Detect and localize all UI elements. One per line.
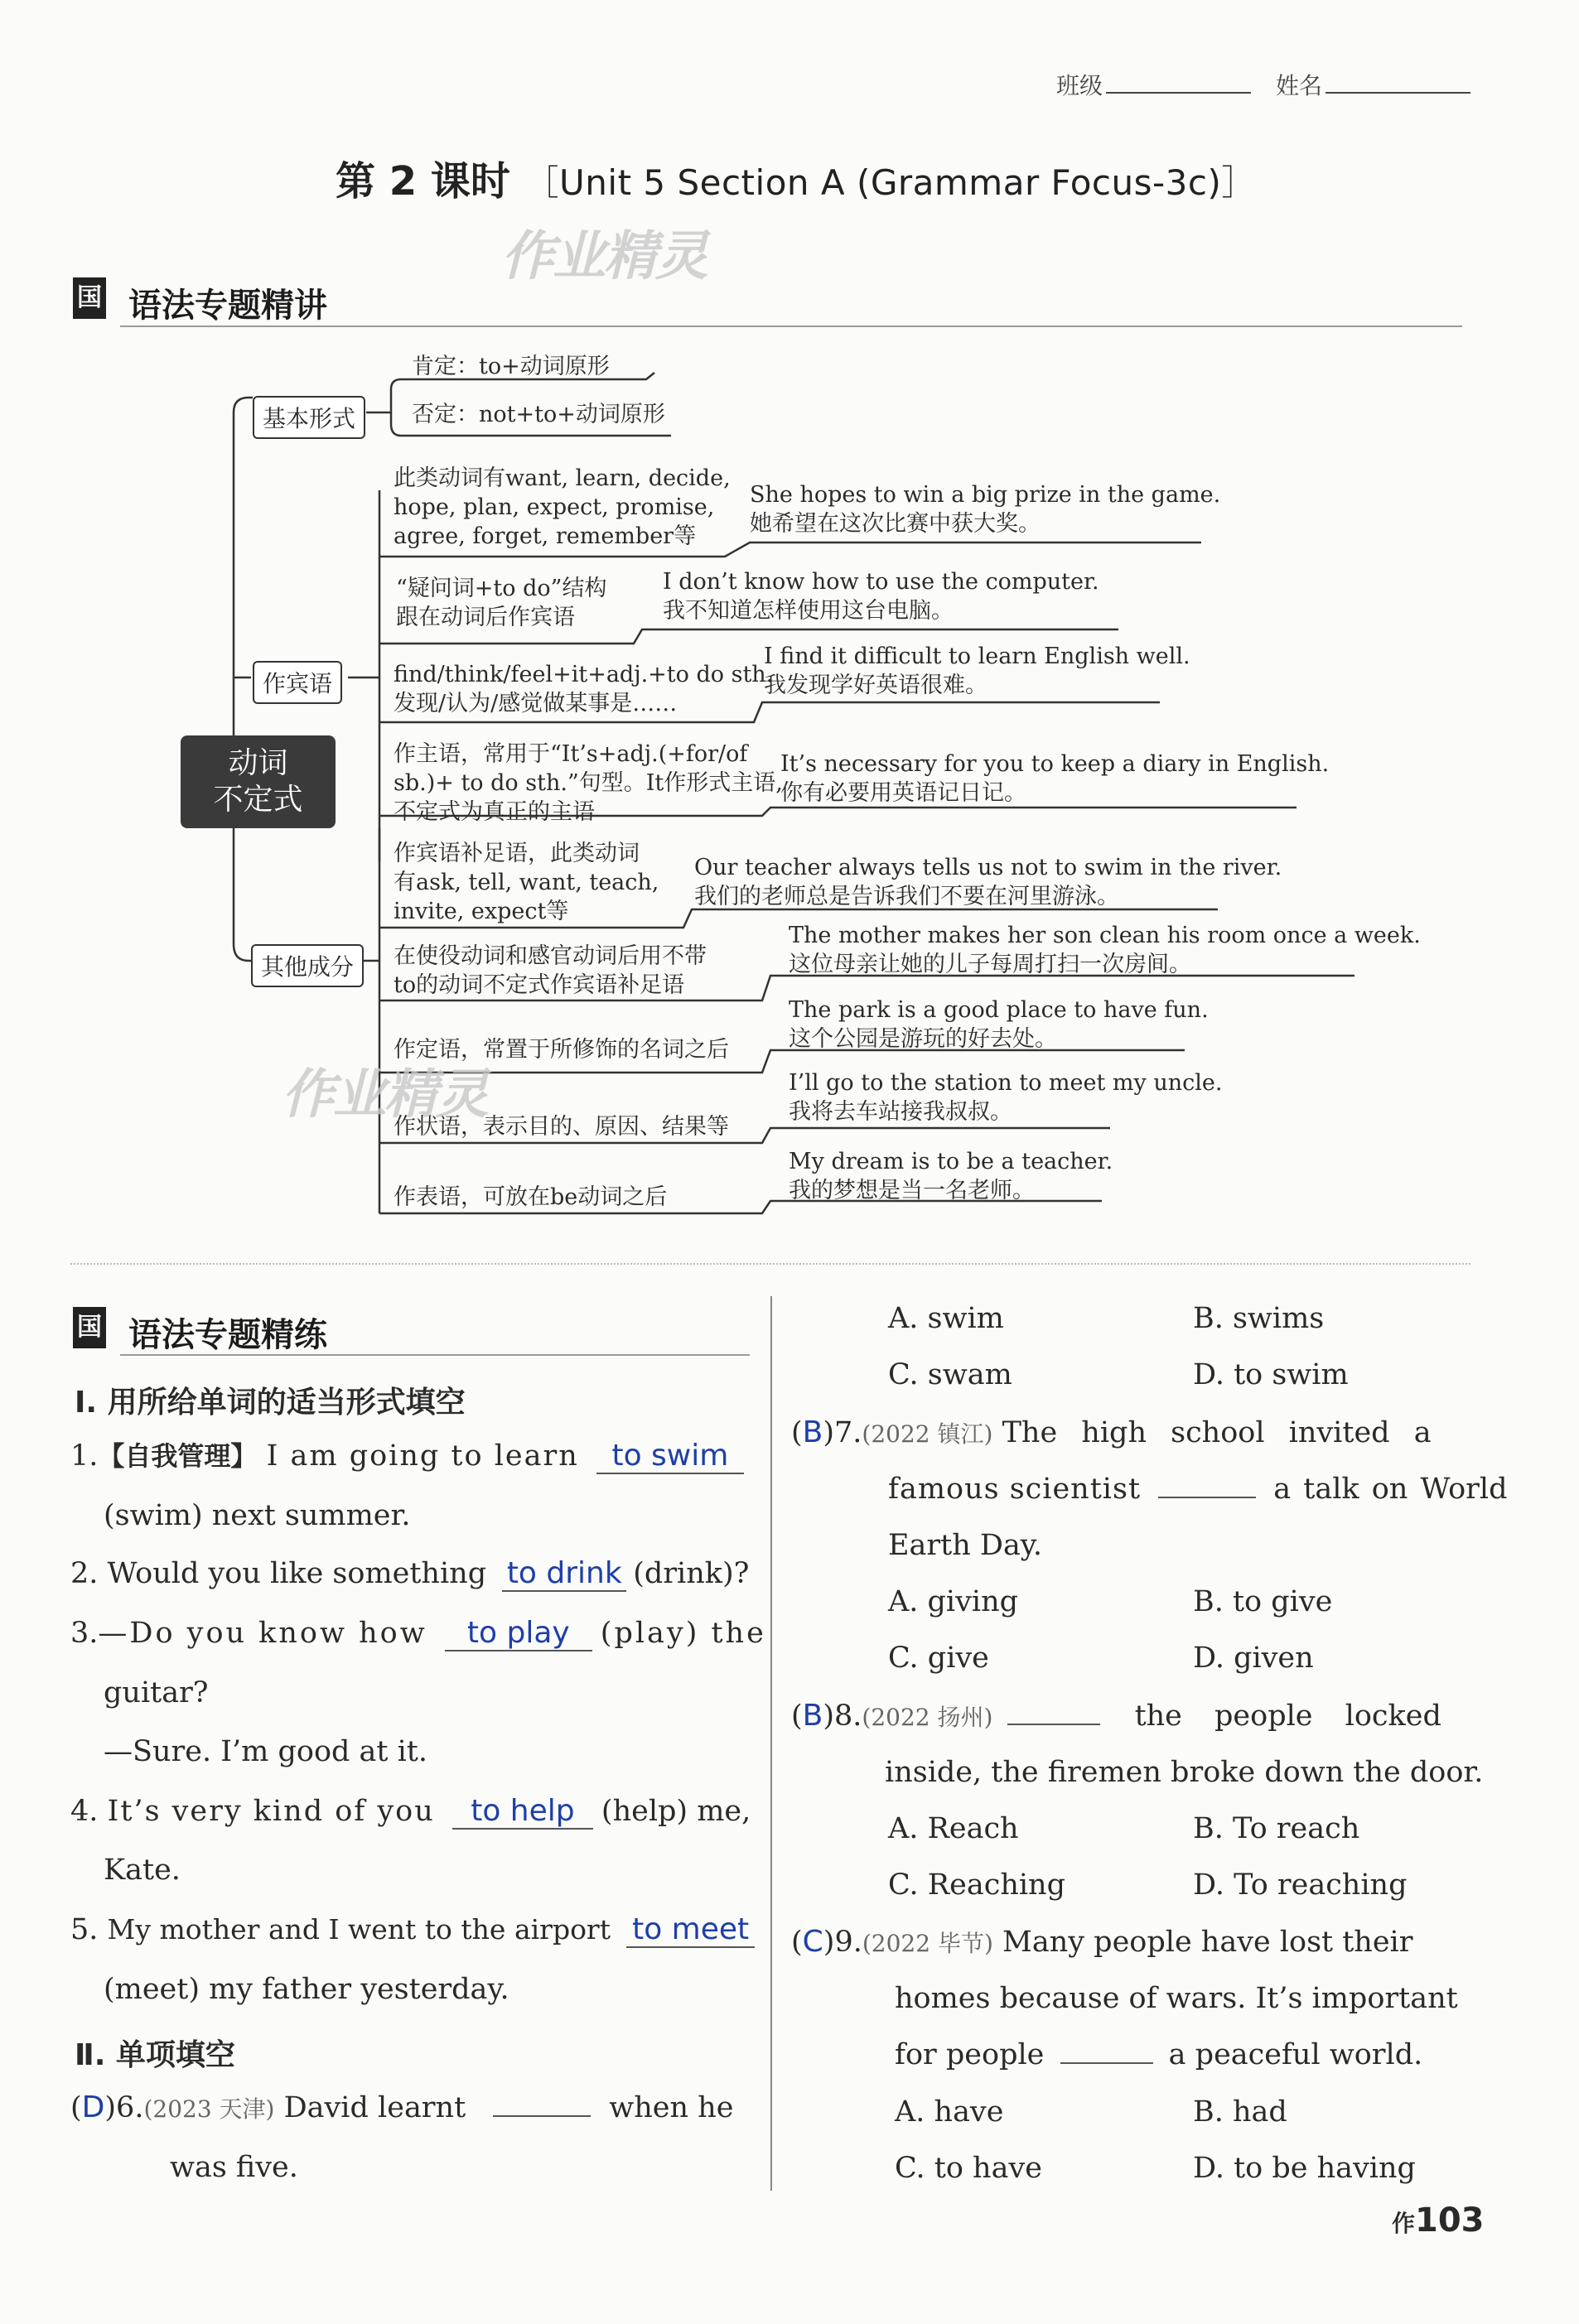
rule-line: to的动词不定式作宾语补足语 [394,972,685,998]
object-example-2 [663,567,1099,625]
q9-option-b[interactable]: B. had [1193,2095,1287,2129]
example-en: Our teacher always tells us not to swim in the river. [694,855,1282,880]
question-9-cont: homes because of wars. It’s important [895,1982,1458,2015]
rule-line: 在使役动词和感官动词后用不带 [394,943,707,969]
handwritten-answer: to swim [611,1439,729,1473]
q8-option-d[interactable]: D. To reaching [1193,1868,1408,1902]
example-zh: 我的梦想是当一名老师。 [789,1178,1035,1203]
question-text: (help) me, [601,1795,751,1828]
q6-option-a[interactable]: A. swim [888,1302,1004,1335]
name-label: 姓名 [1276,72,1323,99]
question-number: 4. [70,1795,99,1828]
node-basic-form: 基本形式 [253,396,365,439]
question-8: (B)8.(2022 扬州) the people locked [791,1699,1441,1733]
rule-line: agree, forget, remember等 [394,523,697,549]
question-4-cont: Kate. [104,1854,181,1887]
question-9: (C)9.(2022 毕节) Many people have lost their [791,1925,1413,1959]
rule-line: 作表语，可放在be动词之后 [394,1184,668,1210]
handwritten-answer: to meet [632,1912,750,1946]
question-number: 1. [70,1439,99,1473]
question-7-cont [888,1473,1508,1506]
answer-blank[interactable] [493,2115,591,2117]
question-text: famous scientist [888,1473,1142,1506]
other-example-5 [789,1147,1113,1205]
object-rule-3 [394,660,773,718]
question-number: )6. [104,2091,144,2124]
question-number: )9. [823,1926,862,1959]
example-zh: 她希望在这次比赛中获大奖。 [750,511,1041,537]
handwritten-answer: B [802,1699,823,1733]
page-number [1392,2201,1485,2240]
rule-line: 不定式为真正的主语 [394,799,595,825]
example-zh: 我将去车站接我叔叔。 [789,1099,1012,1125]
other-rule-2 [394,942,707,1000]
q8-option-a[interactable]: A. Reach [888,1812,1019,1845]
q6-option-d[interactable]: D. to swim [1193,1358,1349,1391]
question-text: (drink)? [633,1557,750,1590]
rule-line: 跟在动词后作宾语 [396,605,575,630]
answer-blank[interactable] [1158,1497,1256,1498]
q6-option-c[interactable]: C. swam [888,1358,1012,1391]
handwritten-answer: D [81,2090,105,2124]
node-object: 作宾语 [253,661,342,704]
example-en: It’s necessary for you to keep a diary in English. [780,751,1330,777]
question-text: My mother and I went to the airport [107,1913,611,1946]
q9-option-c[interactable]: C. to have [895,2152,1042,2185]
question-text: —Do you know how [98,1617,427,1650]
section-title-explain: 语法专题精讲 [128,287,327,325]
question-text: a peaceful world. [1168,2038,1423,2071]
handwritten-answer: to play [466,1616,570,1650]
example-en: I don’t know how to use the computer. [663,569,1099,595]
question-number: 3. [70,1617,99,1650]
question-source: (2022 毕节) [862,1930,993,1957]
q7-option-a[interactable]: A. giving [888,1585,1019,1618]
basic-negative: 否定：not+to+动词原形 [412,402,665,427]
other-example-4 [789,1068,1222,1126]
question-text: for people [895,2038,1045,2071]
example-zh: 我不知道怎样使用这台电脑。 [663,598,954,624]
other-rule-5 [394,1183,667,1212]
question-number: 5. [70,1913,99,1946]
watermark-logo: 作业精灵 [282,1064,487,1126]
section-separator [70,1263,1470,1265]
question-4 [70,1795,751,1830]
rule-line: 作主语，常用于“It’s+adj.(+for/of [394,741,748,767]
example-en: I find it difficult to learn English well. [764,644,1190,669]
object-example-3 [764,642,1190,700]
answer-field[interactable] [502,1557,626,1592]
basic-positive: 肯定：to+动词原形 [412,354,610,379]
question-5-cont: (meet) my father yesterday. [104,1973,509,2006]
q8-option-b[interactable]: B. To reach [1193,1812,1360,1845]
q9-option-a[interactable]: A. have [895,2095,1004,2129]
question-7: (B)7.(2022 镇江) The high school invited a [791,1415,1432,1449]
question-text: the people locked [1134,1700,1441,1733]
rule-line: 有ask, tell, want, teach, [394,870,659,895]
example-zh: 我发现学好英语很难。 [764,673,987,698]
watermark-logo: 作业精灵 [501,226,707,287]
question-text: Would you like something [107,1557,487,1590]
answer-blank[interactable] [1007,1724,1100,1725]
rule-line: 发现/认为/感觉做某事是…… [394,691,678,716]
object-example-1 [750,480,1220,538]
question-5 [70,1913,755,1948]
question-text: The high school invited a [1002,1416,1432,1449]
page-number-value: 103 [1415,2201,1485,2240]
handwritten-answer: to help [471,1794,575,1828]
rule-line: 此类动词有want, learn, decide, [394,465,731,491]
question-7-cont2: Earth Day. [888,1529,1043,1562]
example-zh: 这个公园是游玩的好去处。 [789,1026,1057,1052]
question-text: It’s very kind of you [107,1795,435,1828]
q7-option-d[interactable]: D. given [1193,1642,1314,1675]
question-1 [70,1439,744,1474]
question-text: (play) the [600,1617,766,1650]
q6-option-b[interactable]: B. swims [1193,1302,1325,1335]
example-zh: 你有必要用英语记日记。 [780,780,1026,806]
handwritten-answer: C [802,1925,823,1959]
handwritten-answer: to drink [506,1556,622,1590]
question-9-cont2 [895,2038,1422,2071]
answer-field[interactable] [626,1913,755,1948]
q8-option-c[interactable]: C. Reaching [888,1868,1065,1902]
section-title-practice: 语法专题精练 [128,1316,327,1354]
rule-line: “疑问词+to do”结构 [396,576,607,601]
q7-option-c[interactable]: C. give [888,1642,989,1675]
example-en: The mother makes her son clean his room once a week. [789,923,1421,948]
question-text: a talk on World [1273,1473,1508,1506]
question-3-reply: —Sure. I’m good at it. [104,1735,427,1768]
example-en: I’ll go to the station to meet my uncle. [789,1070,1223,1096]
question-3 [70,1617,766,1651]
subject-example [780,750,1329,808]
question-2 [70,1557,749,1592]
question-source: (2023 天津) [143,2095,275,2123]
rule-line: sb.)+ to do sth.”句型。It作形式主语, [394,770,783,796]
class-label: 班级 [1056,72,1103,99]
answer-field[interactable] [445,1617,592,1651]
question-text: David learnt [283,2091,466,2124]
part2-title: Ⅱ. 单项填空 [75,2038,235,2072]
question-3-cont: guitar? [104,1676,209,1709]
other-example-2 [789,921,1421,979]
example-en: She hopes to win a big prize in the game. [750,482,1221,508]
unit-title: ［Unit 5 Section A (Grammar Focus-3c)］ [524,162,1257,203]
example-en: My dream is to be a teacher. [789,1149,1113,1174]
question-number: 2. [70,1557,99,1590]
subject-rule [394,740,783,827]
mindmap-root [181,735,336,828]
node-other-parts: 其他成分 [251,944,364,987]
example-zh: 这位母亲让她的儿子每周打扫一次房间。 [789,952,1191,977]
question-text: when he [609,2091,734,2124]
question-1-cont: (swim) next summer. [104,1499,411,1532]
object-rule-1 [394,464,731,551]
rule-line: 作宾语补足语，此类动词 [394,841,640,866]
question-source: (2022 扬州) [862,1704,993,1731]
q9-option-d[interactable]: D. to be having [1193,2152,1416,2185]
example-zh: 我们的老师总是告诉我们不要在河里游泳。 [694,884,1119,909]
question-8-cont: inside, the firemen broke down the door. [885,1756,1484,1789]
question-source: (2022 镇江) [862,1420,993,1448]
other-example-3 [789,996,1209,1054]
question-number: )7. [823,1416,862,1449]
answer-blank[interactable] [1060,2062,1153,2064]
q7-option-b[interactable]: B. to give [1193,1585,1333,1618]
rule-line: 作定语，常置于所修饰的名词之后 [394,1037,729,1063]
section-icon: 国 [73,277,106,319]
question-6-cont: was five. [170,2151,298,2184]
handwritten-answer: B [802,1415,823,1449]
other-example-1 [694,853,1282,911]
question-number: )8. [823,1700,862,1733]
object-rule-2 [396,574,606,632]
question-tag: 【自我管理】 [98,1440,258,1472]
rule-line: invite, expect等 [394,899,569,924]
question-text: I am going to learn [266,1439,579,1473]
section-icon: 国 [73,1307,106,1348]
column-divider [770,1296,772,2191]
answer-field[interactable] [452,1795,593,1830]
question-6: (D)6.(2023 天津) David learnt when he [70,2090,734,2124]
rule-line: 作状语，表示目的、原因、结果等 [394,1114,729,1140]
other-rule-1 [394,839,659,926]
example-en: The park is a good place to have fun. [789,997,1209,1023]
page-prefix: 作 [1392,2210,1416,2237]
rule-line: hope, plan, expect, promise, [394,494,715,520]
section-divider [120,1354,750,1356]
root-label: 动词 不定式 [213,746,303,817]
answer-field[interactable] [596,1439,744,1474]
part1-title: Ⅰ. 用所给单词的适当形式填空 [75,1386,466,1420]
question-text: Many people have lost their [1002,1926,1413,1959]
lesson-number: 第 2 课时 [336,158,510,205]
rule-line: find/think/feel+it+adj.+to do sth. [394,662,774,687]
